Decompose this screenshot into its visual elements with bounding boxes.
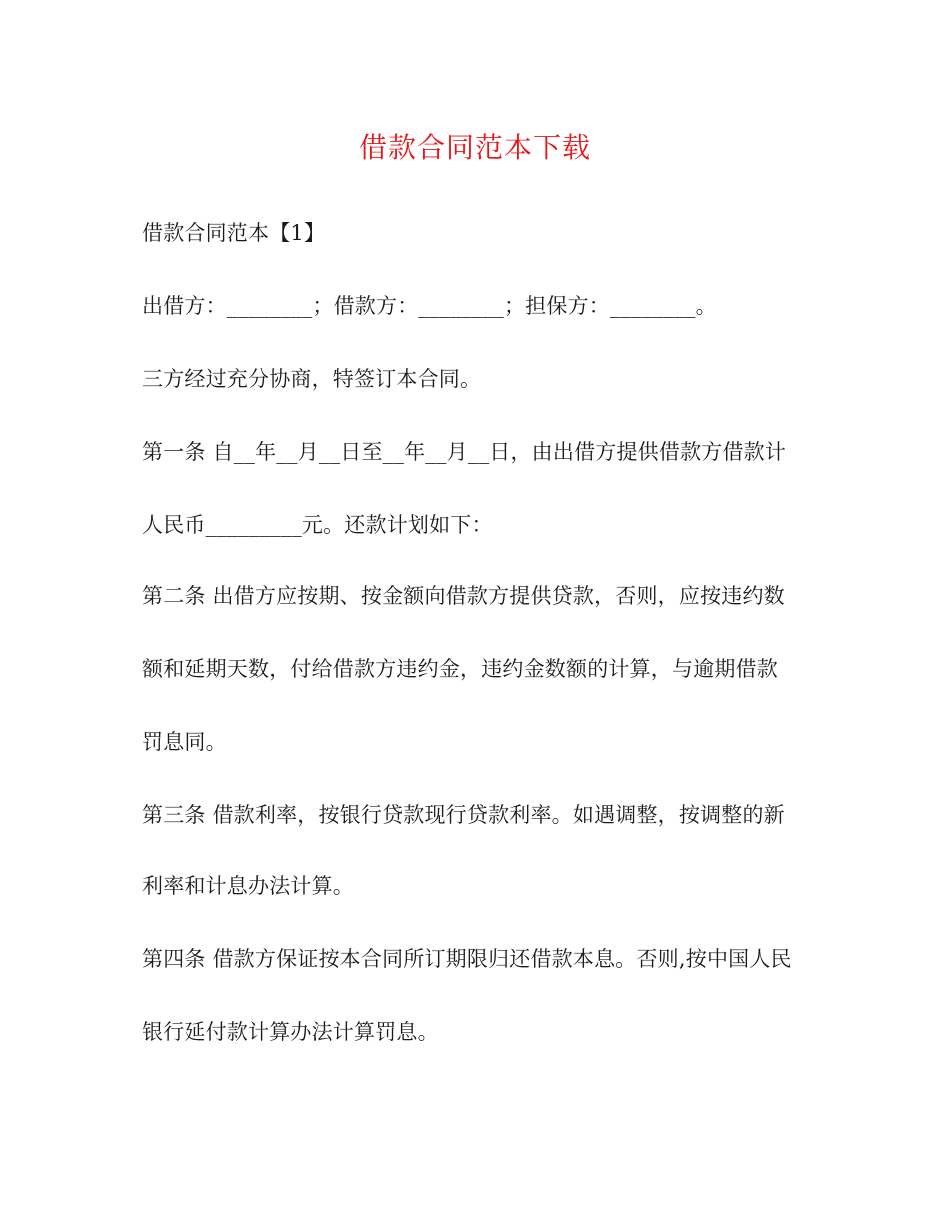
document-title: 借款合同范本下载 xyxy=(358,131,591,164)
article-1-line-1: 第一条 自__年__月__日至__年__月__日，由出借方提供借款方借款计 xyxy=(142,440,787,464)
article-4-line-1: 第四条 借款方保证按本合同所订期限归还借款本息。否则,按中国人民 xyxy=(142,947,792,971)
article-2-line-2: 额和延期天数，付给借款方违约金，违约金数额的计算，与逾期借款 xyxy=(142,657,778,681)
article-3-line-1: 第三条 借款利率，按银行贷款现行贷款利率。如遇调整，按调整的新 xyxy=(142,803,785,827)
article-1-line-2: 人民币_________元。还款计划如下： xyxy=(142,513,493,537)
section-heading: 借款合同范本【1】 xyxy=(142,221,326,245)
article-3-line-2: 利率和计息办法计算。 xyxy=(142,874,354,898)
article-2-line-1: 第二条 出借方应按期、按金额向借款方提供贷款，否则，应按违约数 xyxy=(142,584,785,608)
agreement-line: 三方经过充分协商，特签订本合同。 xyxy=(142,367,482,391)
article-4-line-2: 银行延付款计算办法计算罚息。 xyxy=(142,1020,439,1044)
article-2-line-3: 罚息同。 xyxy=(142,730,227,754)
parties-line: 出借方：________；借款方：________；担保方：________。 xyxy=(142,294,717,318)
